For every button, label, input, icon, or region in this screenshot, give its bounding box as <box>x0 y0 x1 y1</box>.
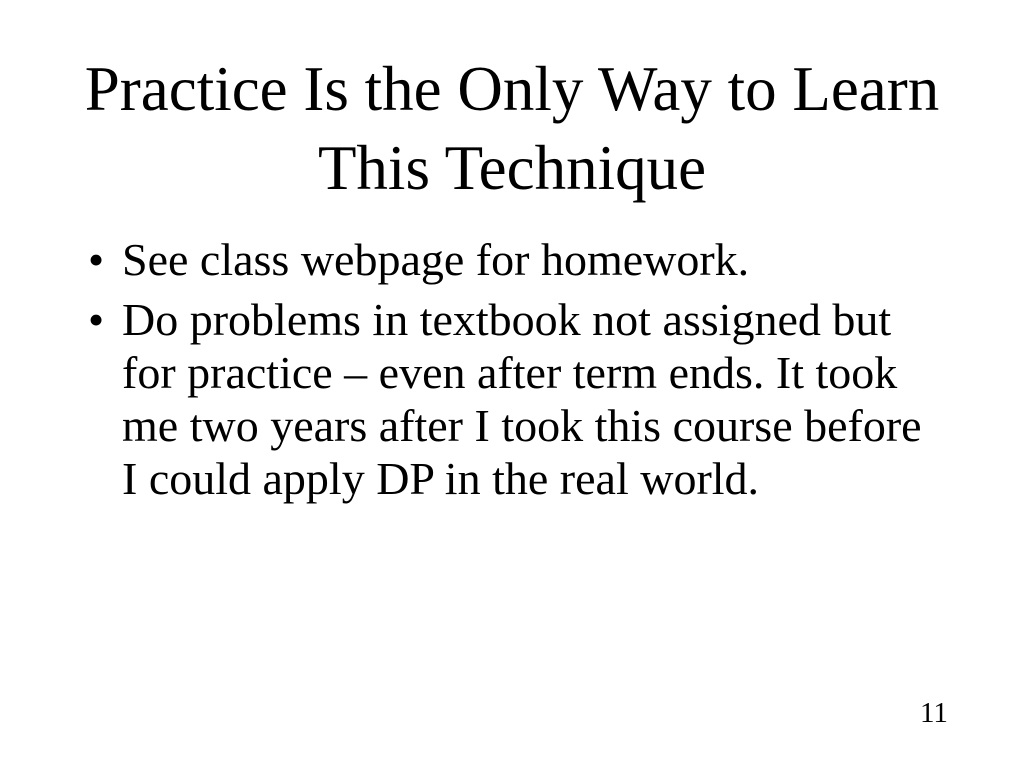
bullet-2-line-4: I could apply DP in the real world. <box>122 453 760 504</box>
bullet-dot-icon: • <box>88 234 105 285</box>
bullet-2-line-3: me two years after I took this course before <box>122 400 922 451</box>
slide-title-line-2: This Technique <box>317 133 707 203</box>
bullet-1-line-1: See class webpage for homework. <box>122 234 750 285</box>
bullet-item-2 <box>88 293 960 505</box>
slide-title <box>0 50 1024 208</box>
bullet-dot-icon: • <box>88 294 105 345</box>
bullet-list <box>88 233 960 505</box>
bullet-item-1 <box>88 233 960 286</box>
bullet-text <box>122 293 960 505</box>
bullet-text <box>122 233 960 286</box>
page-number: 11 <box>920 697 948 729</box>
bullet-2-line-2: for practice – even after term ends. It took <box>122 347 898 398</box>
bullet-2-line-1: Do problems in textbook not assigned but <box>122 294 892 345</box>
slide-title-line-1: Practice Is the Only Way to Learn <box>84 54 940 124</box>
